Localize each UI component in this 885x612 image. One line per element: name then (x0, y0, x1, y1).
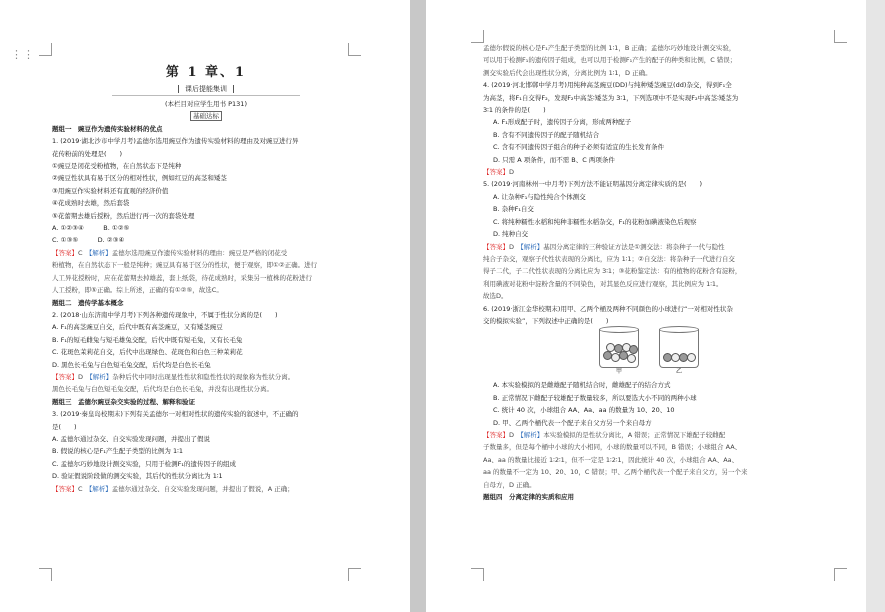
vertical-scrollbar[interactable] (866, 0, 885, 612)
answer-line: 黑色长毛兔与白色短毛兔交配，后代均是白色长毛兔，并没有出现性状分离。 (52, 385, 273, 394)
crop-mark (348, 568, 361, 581)
text-line: B. 假说的核心是F₁产生配子类型的比例为 1∶1 (52, 447, 183, 456)
text-line: A. F₁形成配子时，遗传因子分离，形成两种配子 (493, 118, 632, 127)
text-line: D. 验证假说阶段做的测交实验，其后代的性状分离比为 1∶1 (52, 472, 223, 481)
answer-line: aa 的数量不一定为 10、20、10，C 错误；甲、乙两个桶代表一个配子来自父方，另一个来 (483, 468, 748, 477)
crop-mark (39, 43, 52, 56)
text-line: 6. (2019·浙江金华校期末)用甲、乙两个桶及两种不同颜色的小球进行“一对相对性状杂 (483, 304, 733, 313)
text-line: A. 让杂种F₁与隐性纯合个体测交 (493, 192, 586, 201)
text-line: B. 含有不同遗传因子的配子随机结合 (493, 130, 600, 139)
text-line: D. 纯种自交 (493, 230, 529, 239)
text-line: B. F₁的短毛雌兔与短毛雄兔交配，后代中既有短毛兔，又有长毛兔 (52, 335, 243, 344)
text-line: A. 孟德尔通过杂交、自交实验发现问题，并提出了假说 (52, 434, 210, 443)
section-banner (52, 83, 360, 95)
answer-line: 人工授粉，即⑤正确。综上所述，正确的有①②⑤，故选C。 (52, 286, 223, 295)
answer-line: 【答案】D 【解析】杂种后代中同时出现显性性状和隐性性状的现象称为性状分离。 (52, 372, 295, 381)
text-line: 5. (2019·河南林州一中月考)下列方法不能证明基因分离定律实质的是( ) (483, 180, 703, 189)
right-text-lines (483, 42, 823, 327)
answer-line: 测交实验后代会出现性状分离，分离比例为 1∶1，D 正确。 (483, 68, 652, 77)
answer-line: 子数量多，但是每个桶中小球的大小相同，小球的数量可以不同，B 错误；小球组合 AA、 (483, 443, 742, 452)
text-line: C. 孟德尔巧妙地设计测交实验，只用于检测F₁的遗传因子的组成 (52, 459, 237, 468)
beaker-jia (599, 329, 639, 368)
topic-heading: 题组三 孟德尔豌豆杂交实验的过程、解释和验证 (52, 397, 195, 406)
answer-line: 纯合子杂交，观察子代性状表现的分离比，应为 1∶1；②自交法：将杂种子一代进行自交 (483, 254, 735, 263)
banner-label: 课后提能集训 (178, 85, 234, 93)
figure-label-jia: 甲 (616, 368, 623, 376)
text-line: ②豌豆性状具有易于区分的相对性状，例如红豆的高茎和矮茎 (52, 174, 227, 183)
section-heading (52, 110, 360, 122)
text-line: 1. (2019·湖北沙市中学月考)孟德尔选用豌豆作为遗传实验材料的理由及对豌豆进行异 (52, 137, 299, 146)
answer-line: 【答案】D (483, 168, 515, 177)
answer-line: 粉植物，在自然状态下一般是纯种；豌豆具有易于区分的性状，便于观察，即①②正确。进行 (52, 261, 318, 270)
text-line: C. 统计 40 次，小球组合 AA、Aa、aa 的数量为 10、20、10 (493, 406, 675, 415)
answer-line: 自母方，D 正确。 (483, 480, 536, 489)
crop-mark (834, 568, 847, 581)
text-line: A. 本实验模拟的是雌雄配子随机结合时，雌雄配子的结合方式 (493, 381, 671, 390)
document-page-left (0, 0, 410, 612)
left-text-lines (52, 123, 360, 495)
text-line: ⑤花蕾期去雄后授粉，然后进行再一次的套袋处理 (52, 211, 195, 220)
answer-line: Aa、aa 的数量比接近 1∶2∶1，但不一定是 1∶2∶1，因此统计 40 次，小球组合 AA、Aa、 (483, 455, 739, 464)
answer-line: 【答案】D 【解析】基因分离定律的三种验证方法是①测交法：将杂种子一代与隐性 (483, 242, 725, 251)
beaker-figure (483, 327, 823, 379)
figure-label-yi: 乙 (676, 368, 683, 376)
banner-divider (112, 95, 300, 96)
text-line: 2. (2018·山东济南中学月考)下列各种遗传现象中，不属于性状分离的是( ) (52, 310, 278, 319)
text-line: 3∶1 的条件的是( ) (483, 106, 546, 115)
text-line: A. ①②③④ B. ①②⑤ (52, 224, 130, 233)
text-line: C. 花斑色茉莉花自交，后代中出现绿色、花斑色和白色三种茉莉花 (52, 348, 243, 357)
left-page-content (52, 63, 360, 495)
text-line: 是( ) (52, 422, 77, 431)
page-note: (本栏目对应学生用书 P131) (165, 100, 247, 108)
answer-line: 利用碘液对花粉中淀粉含量的不同染色，对其显色反应进行观察，其比例应为 1∶1。 (483, 279, 723, 288)
answer-line: 【答案】C 【解析】孟德尔通过杂交、自交实验发现问题，并提出了假说，A 正确； (52, 484, 294, 493)
text-line: B. 杂种F₁自交 (493, 205, 534, 214)
text-line: 为高茎，将F₁自交得F₂，发现F₂中高茎∶矮茎为 3∶1，下列选项中不是实现F₂中高茎∶矮茎为 (483, 93, 739, 102)
answer-line: 【答案】C 【解析】孟德尔选用豌豆作遗传实验材料的理由：豌豆是严格的闭花受 (52, 248, 288, 257)
text-line: 4. (2019·河北邯郸中学月考)用纯种高茎豌豆(DD)与纯种矮茎豌豆(dd)杂交，得到F₁全 (483, 81, 732, 90)
crop-mark (471, 568, 484, 581)
text-line: C. 将纯种糯性水稻和纯种非糯性水稻杂交，F₁的花粉加碘液染色后观察 (493, 217, 697, 226)
crop-mark (834, 30, 847, 43)
text-line: ①豌豆是闭花受粉植物，在自然状态下是纯种 (52, 162, 182, 171)
crop-mark (39, 568, 52, 581)
text-line: 交的模拟实验”，下列叙述中正确的是( ) (483, 316, 609, 325)
text-line: D. 甲、乙两个桶代表一个配子来自父方另一个来自母方 (493, 418, 652, 427)
text-line: C. 含有不同遗传因子组合的种子必须有适宜的生长发育条件 (493, 143, 665, 152)
text-line: B. 正常情况下雌配子较雄配子数量较多，所以要选大小不同的两种小球 (493, 393, 697, 402)
answer-line: 可以用于检测F₁的遗传因子组成，也可以用于检测F₁产生的配子的种类和比例，C 错误； (483, 56, 737, 65)
text-line: 3. (2019·秦皇岛校期末)下列有关孟德尔一对相对性状的遗传实验的叙述中，不正确的 (52, 410, 299, 419)
section-heading-label: 基础达标 (190, 111, 222, 121)
right-page-content (483, 42, 823, 503)
move-handle-icon[interactable]: ⋮⋮ (11, 48, 35, 61)
answer-line: 人工异花授粉时，应在花蕾期去掉雄蕊，套上纸袋，待花成熟时，采集另一植株的花粉进行 (52, 273, 312, 282)
answer-line: 【答案】D 【解析】本实验模拟的是性状分离比，A 错误；正常情况下雄配子较雌配 (483, 430, 726, 439)
text-line: C. ①③⑤ D. ②③④ (52, 236, 125, 245)
text-line: D. 黑色长毛兔与白色短毛兔交配，后代均是白色长毛兔 (52, 360, 211, 369)
answer-line: 故选D。 (483, 292, 508, 301)
chapter-title: 第 1 章、1 (165, 65, 247, 80)
topic-heading: 题组二 遗传学基本概念 (52, 298, 124, 307)
text-line: ④花成熟时去雄，然后套袋 (52, 199, 130, 208)
topic-heading: 题组一 豌豆作为遗传实验材料的优点 (52, 124, 163, 133)
text-line: ③用豌豆作实验材料还有直观的经济价值 (52, 186, 169, 195)
text-line: D. 只需 A 项条件，而不需 B、C 两项条件 (493, 155, 615, 164)
text-line: 花传粉前的处理是( ) (52, 149, 123, 158)
crop-mark (348, 43, 361, 56)
text-line: A. F₁的高茎豌豆自交，后代中既有高茎豌豆，又有矮茎豌豆 (52, 323, 223, 332)
beaker-yi (659, 329, 699, 368)
right-text-lines-after (483, 379, 823, 503)
answer-line: 孟德尔假说的核心是F₁产生配子类型的比例 1∶1，B 正确；孟德尔巧妙地设计测交实验， (483, 44, 736, 52)
answer-line: 得子二代，子二代性状表现的分离比应为 3∶1；③花粉鉴定法：有的植物的花粉含有淀粉， (483, 267, 742, 276)
topic-heading: 题组四 分离定律的实质和应用 (483, 493, 574, 501)
